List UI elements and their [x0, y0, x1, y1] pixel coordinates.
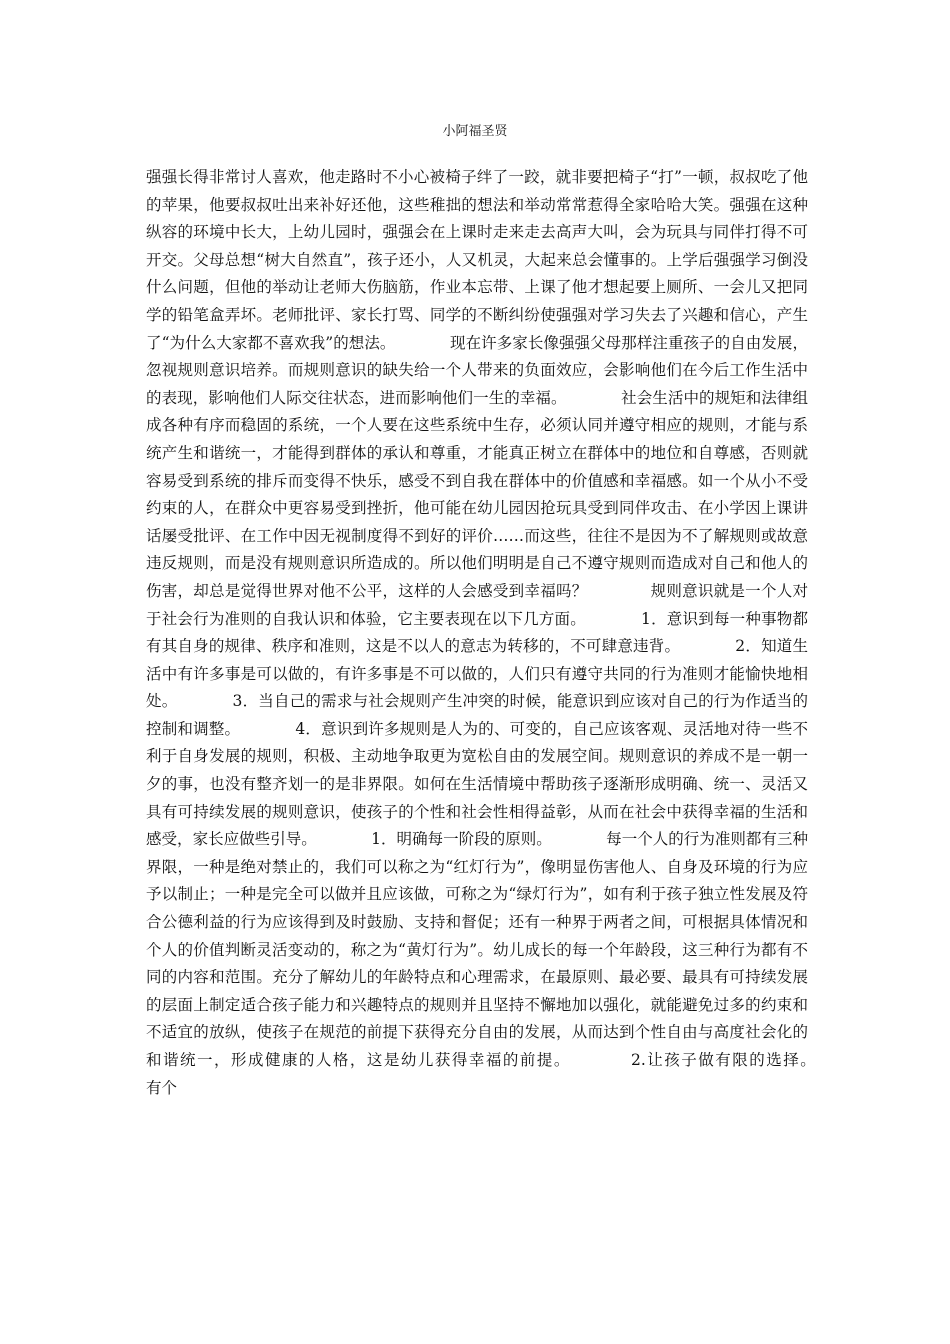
page-header: 小阿福圣贤 — [442, 124, 508, 139]
body-paragraph: 强强长得非常讨人喜欢，他走路时不小心被椅子绊了一跤，就非要把椅子“打”一顿，叔叔吃了他的苹果，他要叔叔吐出来补好还他，这些稚拙的想法和举动常常惹得全家哈哈大笑。强强在这种纵容的环境中长大，上幼儿园时，强强会在上课时走来走去高声大叫，会为玩具与同伴打得不可开交。父母总想“树大自然直”，孩子还小，人又机灵，大起来总会懂事的。上学后强强学习倒没什么问题，但他的举动让老师大伤脑筋，作业本忘带、上课了他才想起要上厕所、一会儿又把同学的铅笔盒弄坏。老师批评、家长打骂、同学的不断纠纷使强强对学习失去了兴趣和信心，产生了“为什么大家都不喜欢我”的想法。 现在许多家长像强强父母那样注重孩子的自由发展，忽视规则意识培养。而规则意识的缺失给一个人带来的负面效应，会影响他们在今后工作生活中的表现，影响他们人际交往状态，进而影响他们一生的幸福。 社会生活中的规矩和法律组成各种有序而稳固的系统，一个人要在这些系统中生存，必须认同并遵守相应的规则，才能与系统产生和谐统一，才能得到群体的承认和尊重，才能真正树立在群体中的地位和自尊感，否则就容易受到系统的排斥而变得不快乐，感受不到自我在群体中的价值感和幸福感。如一个从小不受约束的人，在群众中更容易受到挫折，他可能在幼儿园因抢玩具受到同伴攻击、在小学因上课讲话屡受批评、在工作中因无视制度得不到好的评价……而这些，往往不是因为不了解规则或故意违反规则，而是没有规则意识所造成的。所以他们明明是自己不遵守规则而造成对自己和他人的伤害，却总是觉得世界对他不公平，这样的人会感受到幸福吗？ 规则意识就是一个人对于社会行为准则的自我认识和体验，它主要表现在以下几方面。 1．意识到每一种事物都有其自身的规律、秩序和准则，这是不以人的意志为转移的，不可肆意违背。 2．知道生活中有许多事是可以做的，有许多事是不可以做的，人们只有遵守共同的行为准则才能愉快地相处。 3．当自己的需求与社会规则产生冲突的时候，能意识到应该对自己的行为作适当的控制和调整。 4．意识到许多规则是人为的、可变的，自己应该客观、灵活地对待一些不利于自身发展的规则，积极、主动地争取更为宽松自由的发展空间。规则意识的养成不是一朝一夕的事，也没有整齐划一的是非界限。如何在生活情境中帮助孩子逐渐形成明确、统一、灵活又具有可持续发展的规则意识，使孩子的个性和社会性相得益彰，从而在社会中获得幸福的生活和感受，家长应做些引导。 1．明确每一阶段的原则。 每一个人的行为准则都有三种界限，一种是绝对禁止的，我们可以称之为“红灯行为”，像明显伤害他人、自身及环境的行为应予以制止；一种是完全可以做并且应该做，可称之为“绿灯行为”，如有利于孩子独立性发展及符合公德利益的行为应该得到及时鼓励、支持和督促；还有一种界于两者之间，可根据具体情况和个人的价值判断灵活变动的，称之为“黄灯行为”。幼儿成长的每一个年龄段，这三种行为都有不同的内容和范围。充分了解幼儿的年龄特点和心理需求，在最原则、最必要、最具有可持续发展的层面上制定适合孩子能力和兴趣特点的规则并且坚持不懈地加以强化，就能避免过多的约束和不适宜的放纵，使孩子在规范的前提下获得充分自由的发展，从而达到个性自由与高度社会化的和谐统一，形成健康的人格，这是幼儿获得幸福的前提。 2.让孩子做有限的选择。 有个 — [146, 168, 871, 1097]
